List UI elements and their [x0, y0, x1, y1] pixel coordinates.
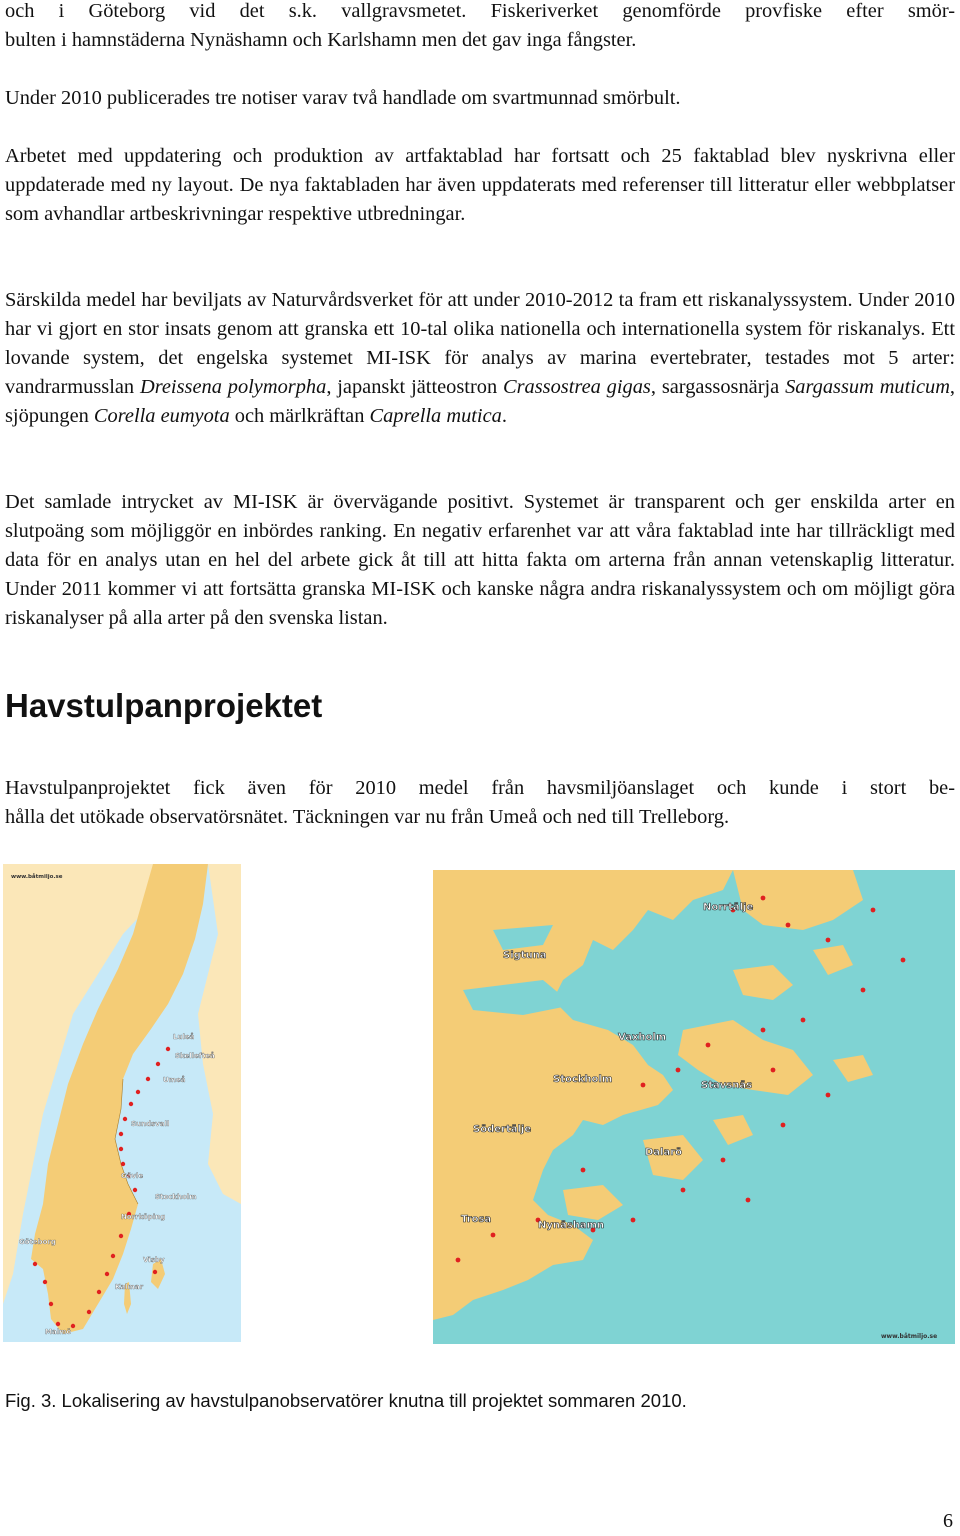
observer-marker	[826, 938, 831, 943]
observer-marker	[133, 1188, 137, 1192]
map-label: Stockholm	[553, 1074, 613, 1085]
paragraph-havstulpan	[5, 774, 955, 832]
observer-marker	[153, 1270, 157, 1274]
observer-marker	[641, 1083, 646, 1088]
text-run: , japanskt jätteostron	[326, 376, 503, 398]
paragraph-notiser: Under 2010 publicerades tre notiser varav två handlade om svartmunnad smörbult.	[5, 87, 681, 109]
map-watermark: www.båtmiljo.se	[11, 874, 63, 880]
map-watermark: www.båtmiljo.se	[881, 1333, 938, 1340]
observer-marker	[119, 1132, 123, 1136]
observer-marker	[861, 988, 866, 993]
observer-marker	[786, 923, 791, 928]
observer-marker	[119, 1147, 123, 1151]
observer-marker	[33, 1262, 37, 1266]
observer-marker	[491, 1233, 496, 1238]
map-label: Stockholm	[155, 1193, 197, 1201]
page-number: 6	[943, 1510, 953, 1532]
paragraph-line: hålla det utökade observatörsnätet. Täckningen var nu från Umeå och ned till Trelleborg.	[5, 806, 730, 828]
species-name: Corella eumyota	[93, 405, 230, 427]
map-label: Skellefteå	[175, 1052, 215, 1060]
map-sweden-overview	[3, 864, 241, 1342]
paragraph-smorbult-provfiske	[5, 0, 955, 55]
observer-marker	[681, 1188, 686, 1193]
observer-marker	[121, 1162, 125, 1166]
map-label: Dalarö	[645, 1147, 683, 1158]
species-name: Dreissena polymorpha	[139, 376, 327, 398]
text-run: , sargassosnärja	[650, 376, 786, 398]
species-name: Crassostrea gigas	[503, 376, 651, 398]
map-label: Kalmar	[115, 1283, 144, 1291]
map-label: Luleå	[173, 1033, 195, 1041]
observer-marker	[111, 1254, 115, 1258]
observer-marker	[71, 1324, 75, 1328]
map-label: Stavsnäs	[701, 1080, 753, 1091]
species-name: Caprella mutica	[369, 405, 502, 427]
observer-marker	[761, 896, 766, 901]
section-heading: Havstulpanprojektet	[5, 687, 323, 724]
observer-marker	[105, 1272, 109, 1276]
observer-marker	[87, 1310, 91, 1314]
map-label: Sigtuna	[503, 950, 547, 961]
map-label: Vaxholm	[618, 1032, 667, 1043]
observer-marker	[871, 908, 876, 913]
map-label: Nynäshamn	[538, 1220, 605, 1231]
paragraph-riskanalys	[5, 286, 955, 431]
map-label: Norrtälje	[703, 902, 754, 913]
observer-marker	[761, 1028, 766, 1033]
map-label: Malmö	[45, 1328, 72, 1336]
paragraph-line: bulten i hamnstäderna Nynäshamn och Karlshamn men det gav inga fångster.	[5, 29, 637, 51]
observer-marker	[146, 1077, 150, 1081]
observer-marker	[706, 1043, 711, 1048]
map-label: Visby	[143, 1256, 165, 1264]
observer-marker	[746, 1198, 751, 1203]
observer-marker	[901, 958, 906, 963]
observer-marker	[826, 1093, 831, 1098]
map-stockholm-archipelago	[433, 870, 955, 1344]
text-run: och märlkräftan	[229, 405, 370, 427]
observer-marker	[129, 1102, 133, 1106]
observer-marker	[136, 1090, 140, 1094]
observer-marker	[456, 1258, 461, 1263]
map-label: Göteborg	[19, 1238, 56, 1246]
observer-marker	[631, 1218, 636, 1223]
figure-caption: Fig. 3. Lokalisering av havstulpanobservatörer knutna till projektet sommaren 2010.	[5, 1390, 687, 1411]
observer-marker	[781, 1123, 786, 1128]
observer-marker	[166, 1047, 170, 1051]
paragraph-line: och i Göteborg vid det s.k. vallgravsmetet. Fiskeriverket genomförde provfiske efter smör-	[5, 0, 955, 22]
species-name: Sargassum muticum	[785, 376, 950, 398]
text-run: , sjöpungen	[5, 376, 956, 427]
paragraph-line: Havstulpanprojektet fick även för 2010 medel från havsmiljöanslaget och kunde i stort be-	[5, 777, 955, 799]
archipelago-map-graphic	[433, 870, 955, 1344]
text-run: Särskilda medel har beviljats av Naturvårdsverket för att under 2010-2012 ta fram ett riskanalyssystem. Under 2010 har vi gjort en stor insats genom att granska ett 10-tal olika nationella och internationella system för riskanalys. Ett lovande system, det engelska systemet MI-ISK för analys av marina evertebrater, testades mot 5 arter: vandrarmusslan	[5, 289, 955, 398]
observer-marker	[97, 1290, 101, 1294]
paragraph-artfaktablad: Arbetet med uppdatering och produktion av artfaktablad har fortsatt och 25 faktablad blev nyskrivna eller uppdaterade med ny layout. De nya faktabladen har även uppdaterats med referenser till litteratur eller webbplatser som avhandlar artbeskrivningar respektive utbredningar.	[5, 145, 955, 225]
observer-marker	[801, 1018, 806, 1023]
observer-marker	[676, 1068, 681, 1073]
map-label: Sundsvall	[131, 1120, 170, 1128]
observer-marker	[771, 1068, 776, 1073]
observer-marker	[49, 1302, 53, 1306]
observer-marker	[123, 1117, 127, 1121]
observer-marker	[721, 1158, 726, 1163]
map-label: Norrköping	[121, 1213, 166, 1221]
text-run: .	[501, 405, 507, 427]
map-label: Södertälje	[473, 1124, 532, 1135]
observer-marker	[156, 1062, 160, 1066]
map-label: Gävle	[121, 1172, 144, 1180]
observer-marker	[119, 1234, 123, 1238]
map-label: Trosa	[461, 1214, 492, 1225]
observer-marker	[43, 1280, 47, 1284]
observer-marker	[56, 1322, 60, 1326]
observer-marker	[581, 1168, 586, 1173]
paragraph-mi-isk-intryck: Det samlade intrycket av MI-ISK är övervägande positivt. Systemet är transparent och ger enskilda arter en slutpoäng som möjliggör en inbördes ranking. En negativ erfarenhet var att våra faktablad inte har tillräckligt med data för en analys utan en hel del arbete gick åt till att hitta fakta om arterna från annan vetenskaplig litteratur. Under 2011 kommer vi att fortsätta granska MI-ISK och kanske några andra riskanalyssystem och om möjligt göra riskanalyser på alla arter på den svenska listan.	[5, 491, 955, 629]
map-label: Umeå	[163, 1076, 186, 1084]
sweden-map-graphic	[3, 864, 241, 1342]
